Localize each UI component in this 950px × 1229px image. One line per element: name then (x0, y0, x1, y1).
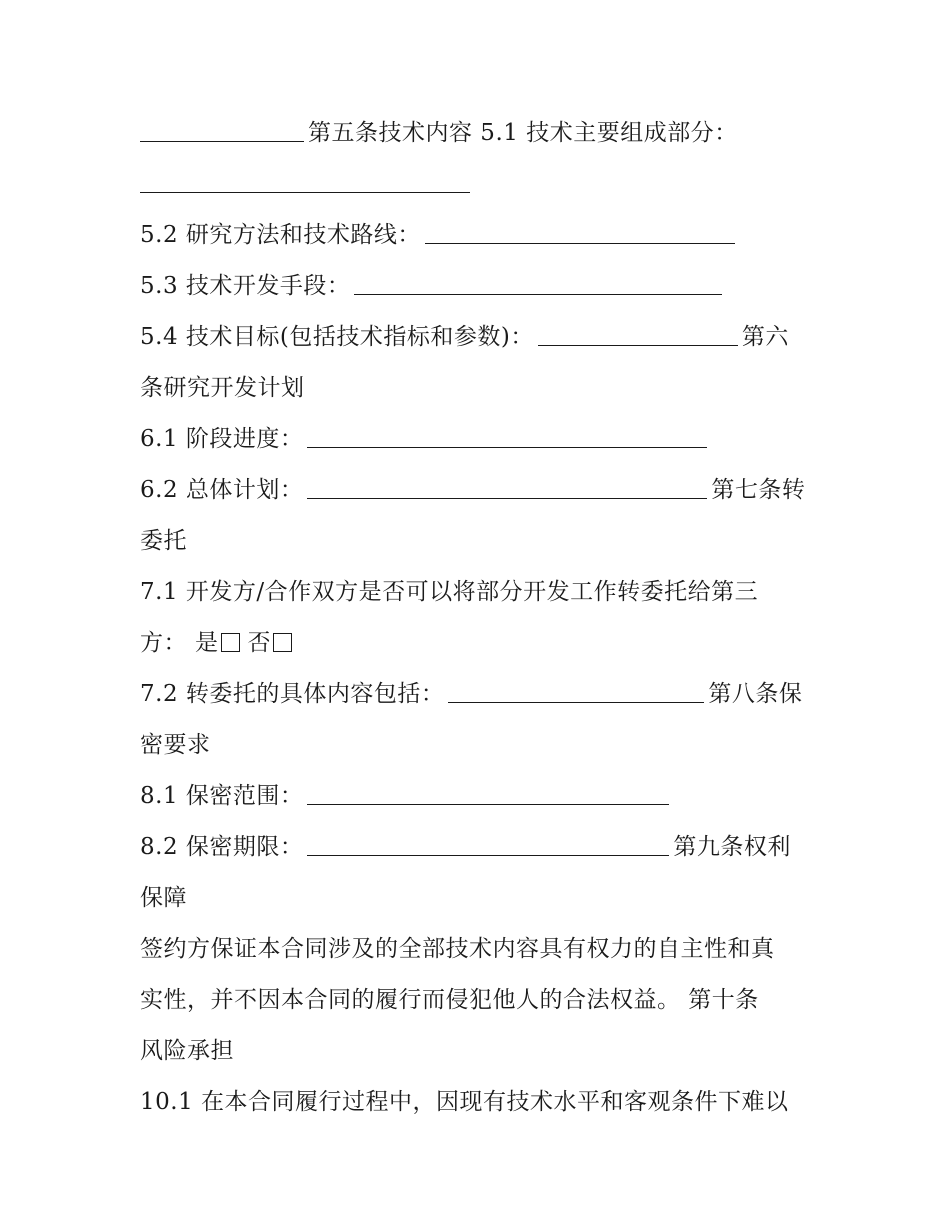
blank-field[interactable] (140, 191, 470, 193)
line-blank-5-1 (140, 159, 830, 210)
yes-label: 是 (195, 630, 219, 656)
blank-field[interactable] (307, 803, 669, 805)
line-text: 风险承担 (140, 1038, 234, 1064)
line-text: 保障 (140, 885, 187, 911)
line-text: 6.2 总体计划： (140, 477, 304, 503)
line-text: 密要求 (140, 732, 211, 758)
line-text: 实性，并不因本合同的履行而侵犯他人的合法权益。 第十条 (140, 987, 759, 1013)
yes-checkbox[interactable] (221, 633, 240, 652)
line-article-9-heading (140, 873, 830, 924)
line-text-after: 第九条权利 (673, 834, 791, 860)
line-article-9-body-1 (140, 924, 830, 975)
line-text: 条研究开发计划 (140, 375, 305, 401)
line-8-1 (140, 771, 830, 822)
line-5-2 (140, 210, 830, 261)
line-article-5-heading (140, 108, 830, 159)
blank-field[interactable] (538, 344, 738, 346)
line-7-1 (140, 567, 830, 618)
line-article-10-heading (140, 1026, 830, 1077)
line-7-1-options (140, 618, 830, 669)
blank-field[interactable] (425, 242, 735, 244)
line-8-2 (140, 822, 830, 873)
blank-field[interactable] (307, 497, 707, 499)
line-text: 方： (140, 630, 187, 656)
blank-field[interactable] (307, 854, 669, 856)
line-text: 5.3 技术开发手段： (140, 273, 351, 299)
line-10-1 (140, 1077, 830, 1128)
blank-field[interactable] (140, 140, 304, 142)
line-text: 7.1 开发方/合作双方是否可以将部分开发工作转委托给第三 (140, 579, 759, 605)
line-article-8-heading (140, 720, 830, 771)
document-body (140, 108, 830, 1128)
blank-field[interactable] (307, 446, 707, 448)
no-checkbox[interactable] (273, 633, 292, 652)
line-text: 6.1 阶段进度： (140, 426, 304, 452)
blank-field[interactable] (448, 701, 704, 703)
line-5-4 (140, 312, 830, 363)
line-text-after: 第八条保 (708, 681, 803, 707)
line-article-7-heading (140, 516, 830, 567)
blank-field[interactable] (354, 293, 722, 295)
line-text: 第五条技术内容 5.1 技术主要组成部分： (308, 120, 738, 146)
line-6-1 (140, 414, 830, 465)
line-article-6-heading (140, 363, 830, 414)
line-text: 5.4 技术目标(包括技术指标和参数)： (140, 324, 534, 350)
line-text-after: 第六 (741, 324, 789, 350)
line-5-3 (140, 261, 830, 312)
line-text-after: 第七条转 (711, 477, 806, 503)
line-text: 10.1 在本合同履行过程中，因现有技术水平和客观条件下难以 (140, 1089, 789, 1115)
line-text: 签约方保证本合同涉及的全部技术内容具有权力的自主性和真 (140, 936, 775, 962)
line-text: 委托 (140, 528, 187, 554)
line-text: 7.2 转委托的具体内容包括： (140, 681, 445, 707)
line-7-2 (140, 669, 830, 720)
no-label: 否 (247, 630, 271, 656)
line-text: 8.2 保密期限： (140, 834, 304, 860)
line-text: 5.2 研究方法和技术路线： (140, 222, 421, 248)
line-text: 8.1 保密范围： (140, 783, 304, 809)
line-6-2 (140, 465, 830, 516)
line-article-9-body-2 (140, 975, 830, 1026)
